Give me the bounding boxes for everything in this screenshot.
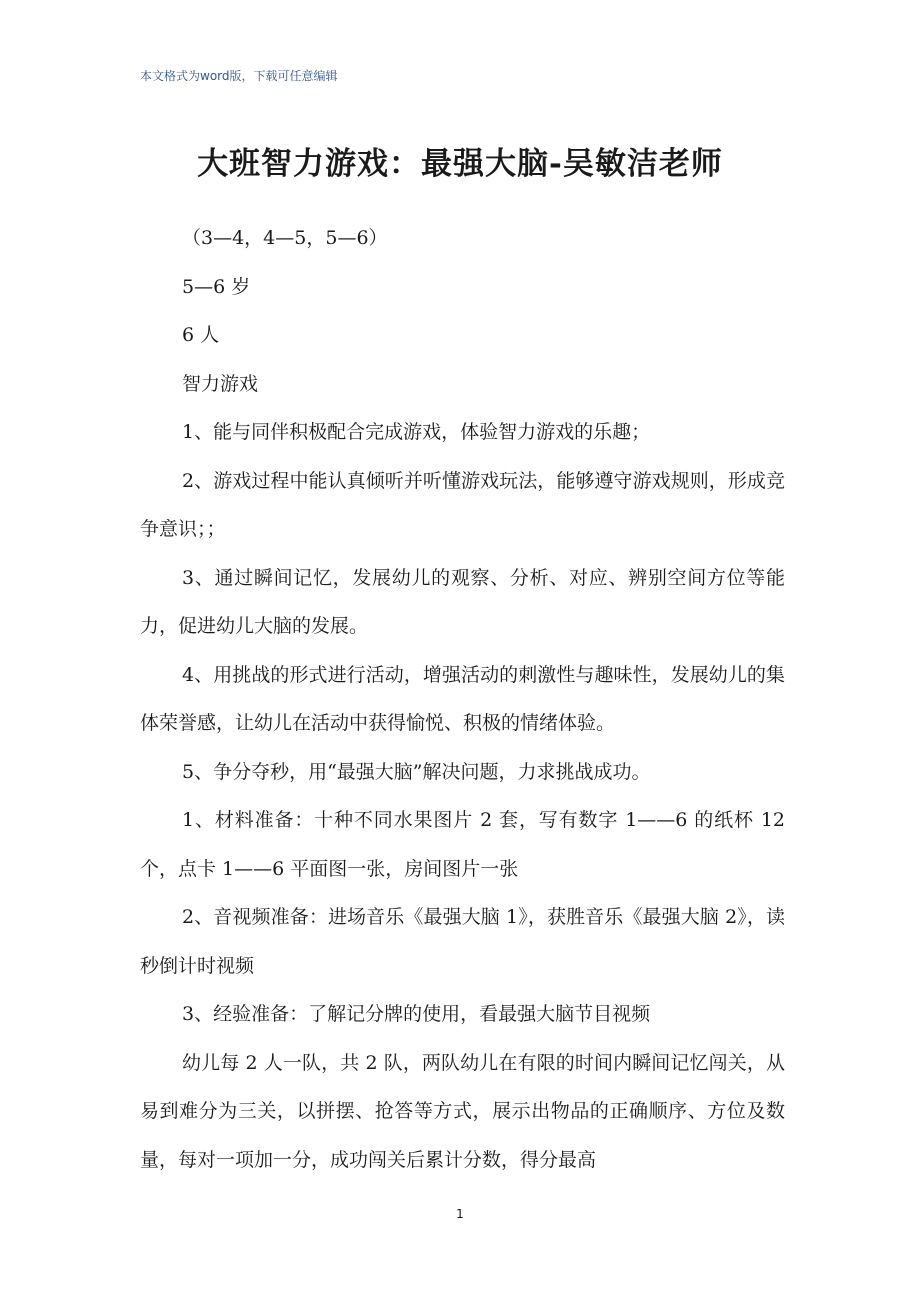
paragraph-people: 6 人 [182,324,220,346]
paragraph-goal-2: 2、游戏过程中能认真倾听并听懂游戏玩法，能够遵守游戏规则，形成竞争意识；； [140,469,785,540]
paragraph-type: 智力游戏 [182,372,259,395]
paragraph-grades: （3—4，4—5，5—6） [182,227,388,249]
paragraph-prep-experience: 3、经验准备：了解记分牌的使用，看最强大脑节目视频 [182,1003,651,1025]
paragraph-age: 5—6 岁 [182,275,251,298]
page-number: 1 [456,1207,464,1221]
paragraph-goal-5: 5、争分夺秒，用“最强大脑”解决问题，力求挑战成功。 [182,760,651,783]
paragraph-goal-4: 4、用挑战的形式进行活动，增强活动的刺激性与趣味性，发展幼儿的集体荣誉感，让幼儿在活动中获得愉悦、积极的情绪体验。 [140,663,785,734]
document-title: 大班智力游戏：最强大脑-吴敏洁老师 [197,146,723,182]
paragraph-rules: 幼儿每 2 人一队，共 2 队，两队幼儿在有限的时间内瞬间记忆闯关，从易到难分为三关，以拼摆、抢答等方式，展示出物品的正确顺序、方位及数量，每对一项加一分，成功闯关后累计分数，得分最高 [140,1051,785,1171]
header-note: 本文格式为word版，下载可任意编辑 [140,69,338,83]
paragraph-goal-3: 3、通过瞬间记忆，发展幼儿的观察、分析、对应、辨别空间方位等能力，促进幼儿大脑的发展。 [140,566,785,637]
paragraph-prep-media: 2、音视频准备：进场音乐《最强大脑 1》，获胜音乐《最强大脑 2》，读秒倒计时视频 [140,906,785,977]
document-body [140,214,785,1184]
paragraph-prep-materials: 1、材料准备：十种不同水果图片 2 套，写有数字 1——6 的纸杯 12 个，点卡 1——6 平面图一张，房间图片一张 [140,809,785,880]
paragraph-goal-1: 1、能与同伴积极配合完成游戏，体验智力游戏的乐趣； [182,421,651,443]
